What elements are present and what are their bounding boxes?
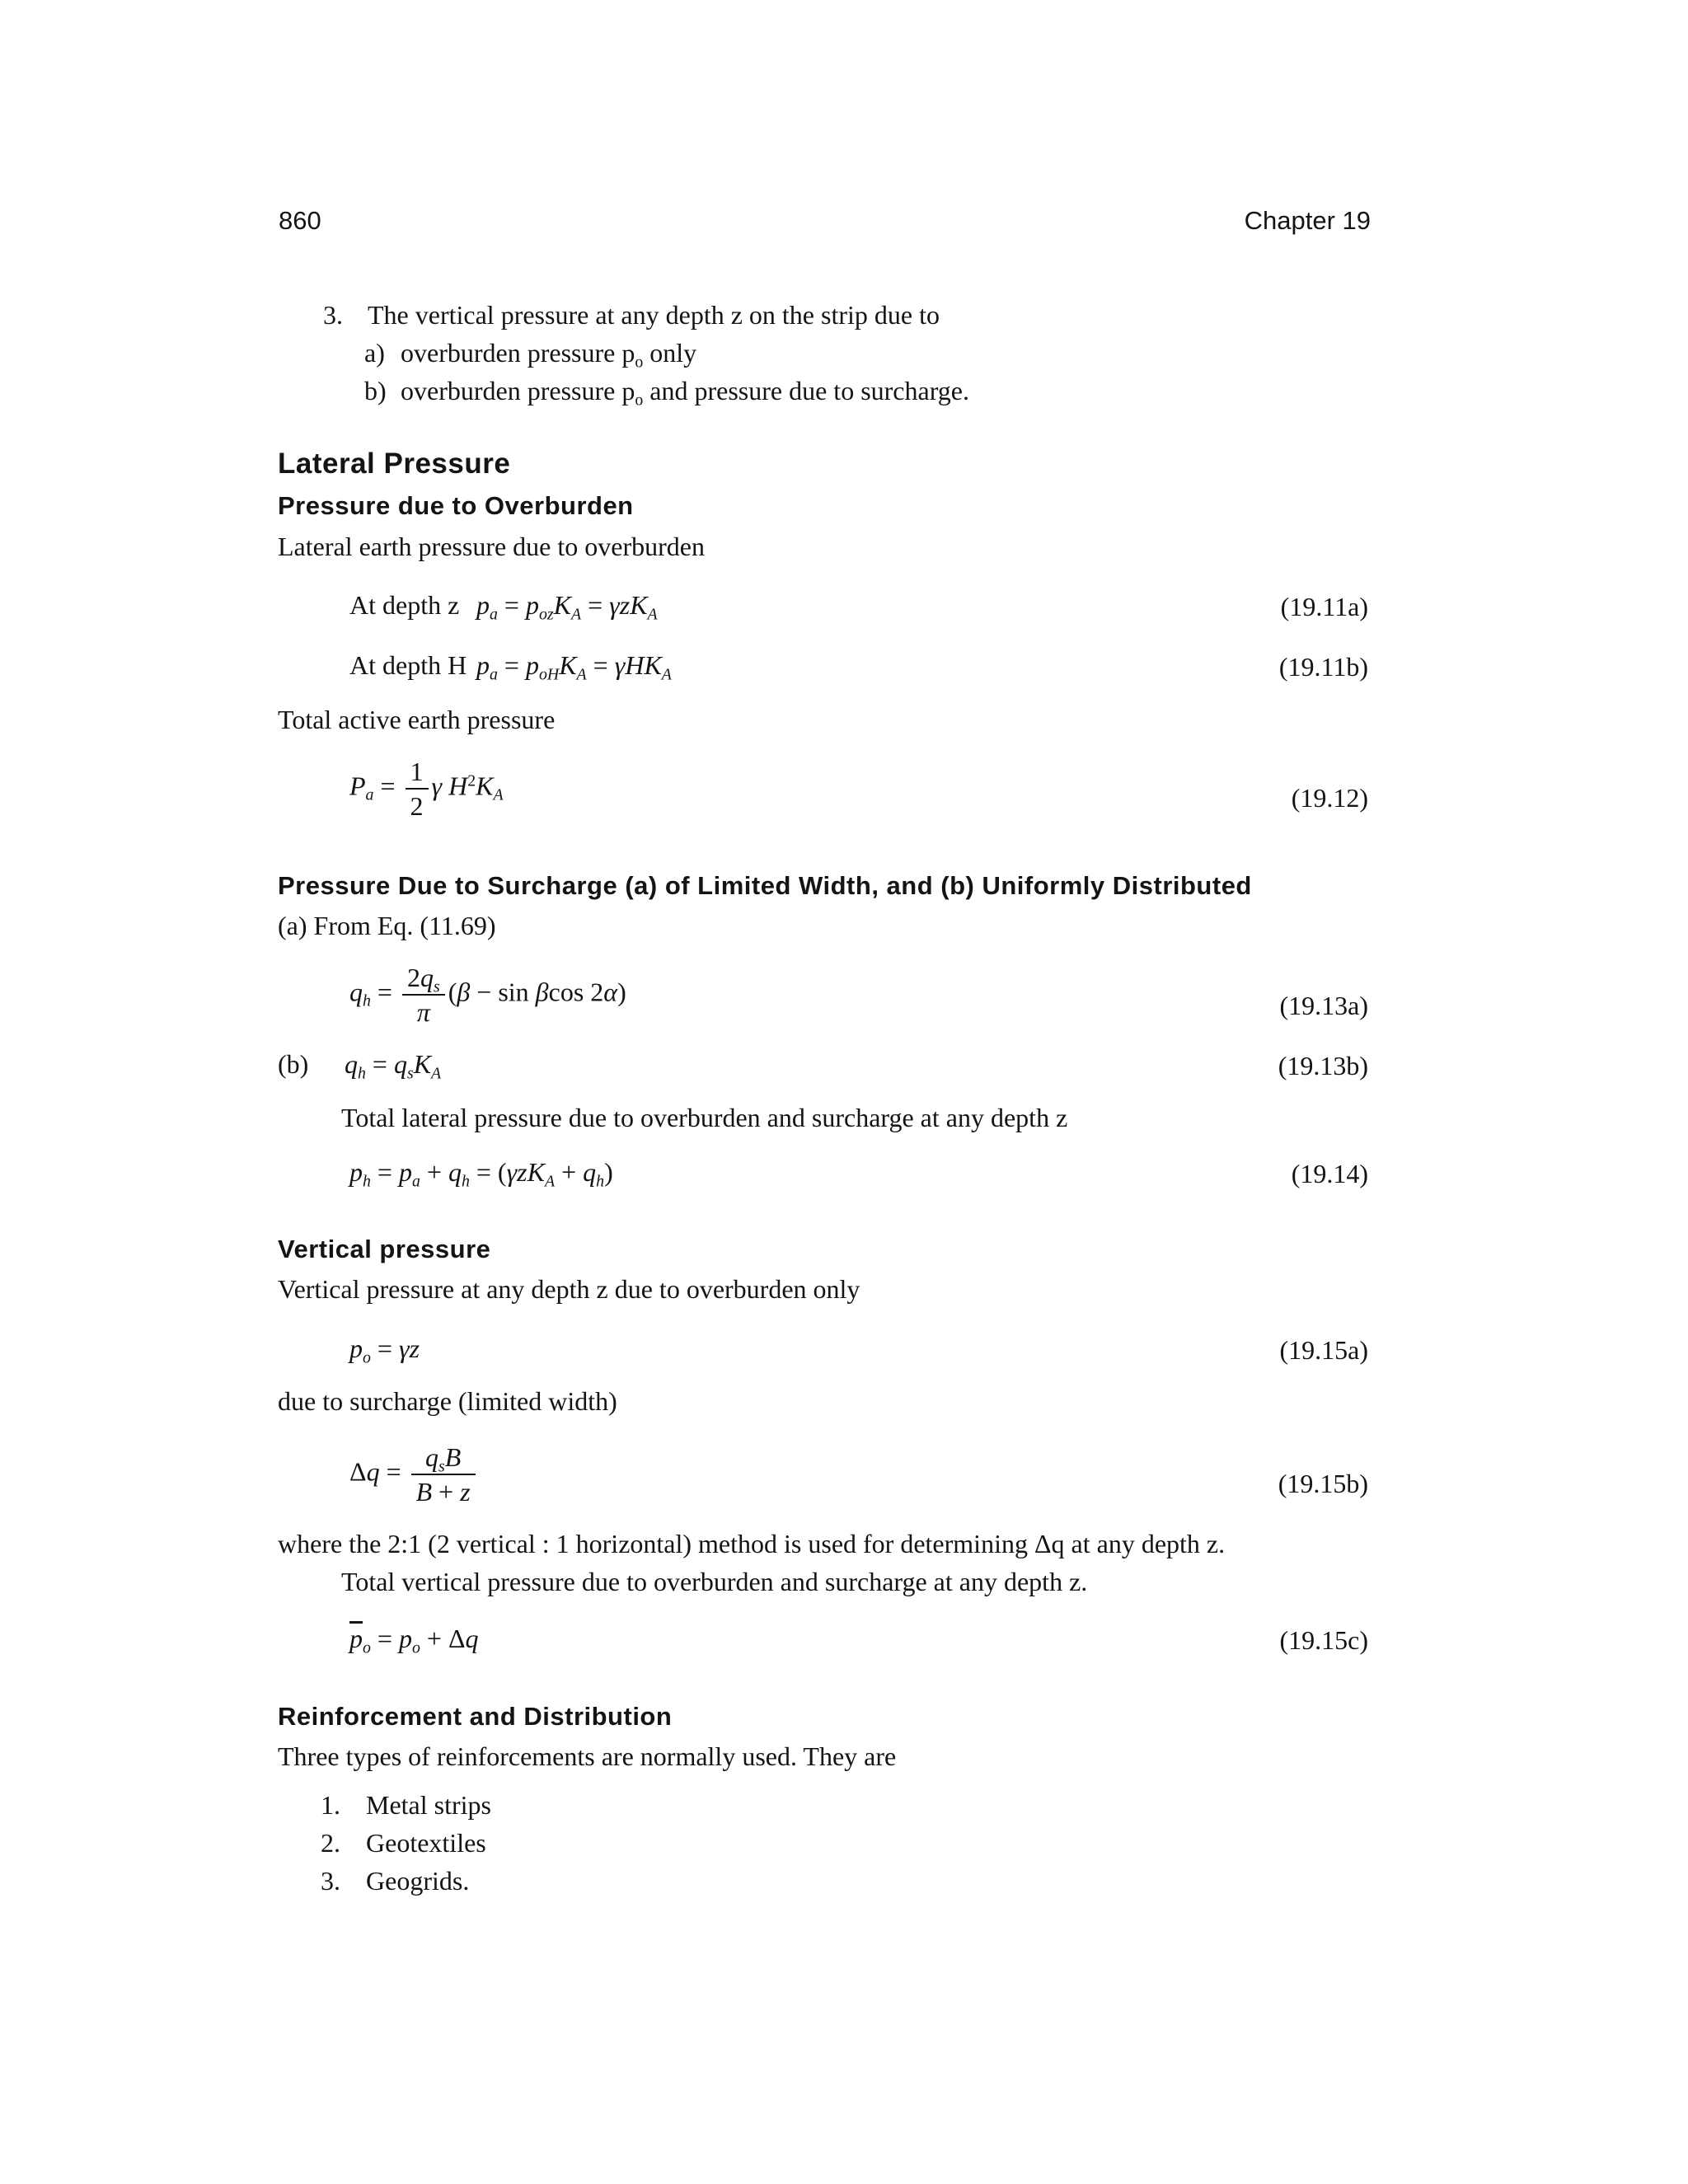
page-number: 860 (279, 206, 321, 235)
intro-sub-b-text: overburden pressure $p_o$ and pressure due to surcharge. (401, 376, 969, 410)
eq-19-15c-number: (19.15c) (1279, 1625, 1368, 1655)
intro-item-number: 3. (323, 300, 343, 330)
intro-item-text: The vertical pressure at any depth z on the strip due to (368, 300, 940, 330)
eq-19-11b-label: At depth H (349, 650, 467, 680)
chapter-label: Chapter 19 (1244, 206, 1371, 235)
eq-19-11a-number: (19.11a) (1280, 592, 1368, 621)
section-heading-surcharge: Pressure Due to Surcharge (a) of Limited Width, and (b) Uniformly Distributed (278, 871, 1252, 900)
eq-19-12: $P_a$ = $\frac{1}{2}$ γ $H^2K_A$ (349, 757, 504, 821)
intro-sub-a-text: overburden pressure $p_o$ only (401, 338, 697, 372)
list-item: Metal strips (366, 1790, 491, 1820)
eq-19-13a-number: (19.13a) (1279, 991, 1368, 1020)
intro-sub-a-label: a) (364, 338, 385, 368)
eq-19-13b-number: (19.13b) (1278, 1051, 1368, 1080)
total-active-text: Total active earth pressure (278, 705, 556, 734)
subheading-overburden: Pressure due to Overburden (278, 491, 634, 520)
list-item-number: 3. (321, 1866, 340, 1896)
eq-19-11a: $p_a = p_{oz}K_A = \gamma zK_A$ (476, 590, 658, 624)
section-heading-reinforcement: Reinforcement and Distribution (278, 1702, 673, 1731)
intro-sub-b-label: b) (364, 376, 387, 405)
eq-19-15a-number: (19.15a) (1279, 1335, 1368, 1365)
eq-19-11a-label: At depth z (349, 590, 460, 620)
eq-19-11b-number: (19.11b) (1278, 652, 1368, 682)
eq-19-14: $p_h = p_a + q_h = (\gamma zK_A + q_h)$ (349, 1157, 613, 1191)
total-vertical-text: Total vertical pressure due to overburden and surcharge at any depth z. (341, 1567, 1088, 1596)
where-text: where the 2:1 (2 vertical : 1 horizontal) method is used for determining Δq at any depth z. (278, 1529, 1226, 1558)
eq-19-11b: $p_a = p_{oH}K_A = \gamma HK_A$ (476, 650, 672, 684)
eq-19-15c: $\overline{p}_o = p_o + \Delta q$ (349, 1624, 479, 1657)
vertical-intro-text: Vertical pressure at any depth z due to overburden only (278, 1274, 860, 1304)
surcharge-limited-text: due to surcharge (limited width) (278, 1386, 617, 1416)
reinforcement-intro-text: Three types of reinforcements are normally used. They are (278, 1741, 897, 1771)
from-eq-text: (a) From Eq. (11.69) (278, 911, 496, 940)
list-item-number: 2. (321, 1828, 340, 1858)
section-heading-lateral: Lateral Pressure (278, 448, 511, 480)
list-item: Geogrids. (366, 1866, 470, 1896)
eq-19-15b-number: (19.15b) (1278, 1469, 1368, 1498)
eq-19-13b: $q_h = q_sK_A$ (345, 1049, 442, 1083)
eq-19-15b: Δq = $\frac{q_sB}{B + z}$ (349, 1444, 479, 1505)
total-lateral-text: Total lateral pressure due to overburden and surcharge at any depth z (341, 1103, 1068, 1132)
list-item-number: 1. (321, 1790, 340, 1820)
section-heading-vertical: Vertical pressure (278, 1235, 491, 1263)
list-item: Geotextiles (366, 1828, 486, 1858)
eq-19-14-number: (19.14) (1291, 1159, 1368, 1188)
eq-19-15a: $p_o = \gamma z$ (349, 1333, 420, 1367)
eq-19-12-number: (19.12) (1291, 783, 1368, 813)
lateral-intro-text: Lateral earth pressure due to overburden (278, 532, 705, 561)
b-label: (b) (278, 1049, 309, 1079)
eq-19-13a: $q_h$ = $\frac{2q_s}{\pi}$ (β − sin βcos 2α) (349, 963, 626, 1027)
